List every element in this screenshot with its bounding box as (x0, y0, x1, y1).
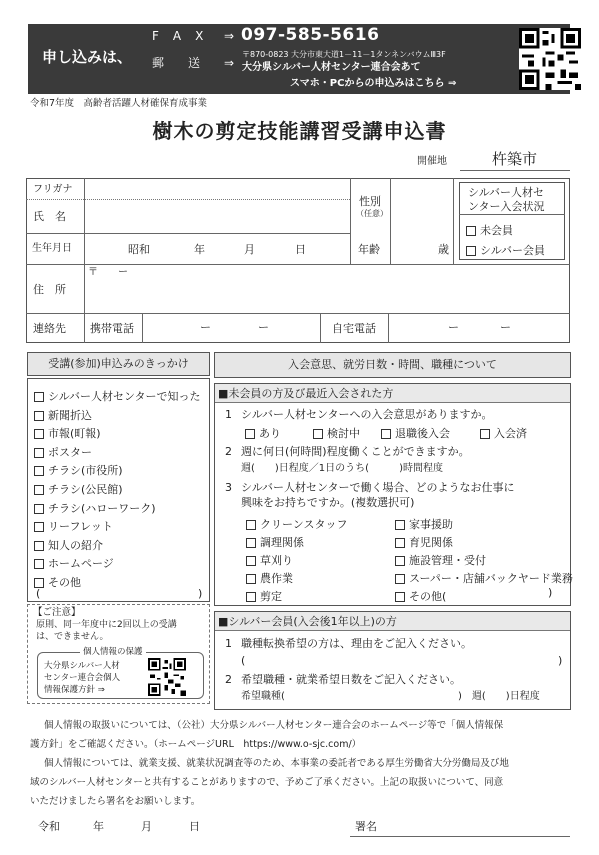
q1-option[interactable]: 入会済 (480, 425, 527, 441)
checkbox[interactable] (246, 538, 256, 548)
status-divider (453, 178, 454, 264)
q2-answer[interactable]: 週( )日程度／1日のうち( )時間程度 (241, 463, 443, 474)
job-option[interactable]: 草刈り (246, 552, 293, 568)
privacy-box-title: 個人情報の保護 (80, 648, 146, 657)
home-dash-2: ー (500, 321, 511, 334)
m1-number: 1 (225, 637, 232, 650)
address-field[interactable] (86, 266, 568, 311)
m2-answer-days[interactable]: ) 週( )日程度 (458, 691, 540, 702)
member-title: ■シルバー会員(入会後1年以上)の方 (218, 615, 397, 628)
q1-number: 1 (225, 408, 232, 421)
privacy-box-line-2: センター連合会個人 (44, 673, 121, 683)
furigana-label: フリガナ (33, 184, 73, 195)
page-title: 樹木の剪定技能講習受講申込書 (152, 119, 447, 143)
birth-day-unit: 日 (295, 243, 306, 256)
privacy-box-line-3: 情報保護方針 ⇒ (44, 685, 105, 695)
date-day-unit: 日 (189, 820, 200, 833)
age-label: 年齢 (358, 243, 380, 256)
privacy-p2-line-1: 個人情報については、就業支援、就業状況調査等のため、本事業の委託者である厚生労働省大分労働局及び地 (44, 758, 509, 769)
name-field[interactable] (86, 201, 348, 231)
trigger-option[interactable]: シルバー人材センターで知った (34, 388, 201, 404)
intent-title: 入会意思、就労日数・時間、職種について (288, 358, 497, 371)
checkbox[interactable] (395, 520, 405, 530)
checkbox[interactable] (381, 429, 391, 439)
m1-reason-field[interactable] (250, 652, 550, 668)
date-year-unit: 年 (93, 820, 104, 833)
checkbox[interactable] (34, 504, 44, 514)
job-option[interactable]: 剪定 (246, 588, 282, 604)
home-dash-1: ー (448, 321, 459, 334)
checkbox[interactable] (34, 559, 44, 569)
m2-text: 希望職種・就業希望日数をご記入ください。 (241, 673, 461, 686)
checkbox[interactable] (34, 485, 44, 495)
qr-code-icon[interactable] (519, 28, 581, 90)
q2-text: 週に何日(何時間)程度働くことができますか。 (241, 445, 470, 458)
checkbox[interactable] (34, 466, 44, 476)
checkbox[interactable] (480, 429, 490, 439)
job-option[interactable]: 育児関係 (395, 534, 453, 550)
checkbox[interactable] (246, 556, 256, 566)
q3-number: 3 (225, 481, 232, 494)
trigger-option[interactable]: 知人の紹介 (34, 537, 103, 553)
trigger-option[interactable]: 新聞折込 (34, 407, 92, 423)
mail-label: 郵 送 (152, 56, 201, 70)
date-month-unit: 月 (141, 820, 152, 833)
job-option[interactable]: クリーンスタッフ (246, 516, 347, 532)
qr-code-icon[interactable] (148, 658, 186, 696)
online-note: スマホ・PCからの申込みはこちら ⇒ (290, 78, 457, 89)
caution-line-1: 原則、同一年度中に2回以上の受講 (36, 620, 177, 630)
m2-job-field[interactable] (296, 690, 454, 704)
label-column-divider (84, 178, 85, 343)
age-divider (350, 233, 351, 264)
address-bottom-line (26, 313, 570, 314)
mail-recipient: 大分県シルバー人材センター連合会あて (242, 62, 421, 73)
m2-answer-label: 希望職種( (241, 691, 285, 702)
fax-number: 097-585-5616 (241, 25, 380, 45)
fax-arrow: ⇒ (224, 29, 235, 43)
venue-label: 開催地 (417, 156, 447, 167)
trigger-option[interactable]: チラシ(市役所) (34, 462, 123, 478)
checkbox[interactable] (245, 429, 255, 439)
checkbox[interactable] (466, 226, 476, 236)
postal-mark: 〒 ー (88, 267, 128, 278)
job-option[interactable]: 調理関係 (246, 534, 304, 550)
home-divider (320, 313, 321, 343)
status-title-line (459, 214, 565, 215)
nonmember-title: ■未会員の方及び最近入会された方 (218, 387, 394, 400)
caution-line-2: は、できません。 (36, 632, 109, 642)
checkbox[interactable] (313, 429, 323, 439)
gender-field[interactable] (392, 180, 451, 232)
job-option[interactable]: 農作業 (246, 570, 293, 586)
gender-label: 性別 (359, 195, 381, 208)
job-option[interactable]: スーパー・店舗バックヤード業務 (395, 570, 573, 586)
status-title: シルバー人材セ (468, 186, 544, 199)
age-divider-2 (390, 233, 391, 264)
checkbox[interactable] (34, 411, 44, 421)
mobile-dash-1: ー (200, 321, 211, 334)
q1-text: シルバー人材センターへの入会意思がありますか。 (241, 408, 493, 421)
m1-text: 職種転換希望の方は、理由をご記入ください。 (241, 637, 472, 650)
postal-address: 〒870-0823 大分市東大道1－11－1タンネンバウムⅢ3F (242, 50, 446, 59)
privacy-p1-line-1: 個人情報の取扱いについては、（公社）大分県シルバー人材センター連合会のホームページ等で「個人情報保 (44, 720, 504, 731)
name-label: 氏 名 (33, 210, 66, 223)
status-title-2: ンター入会状況 (468, 200, 545, 213)
trigger-option[interactable]: 市報(町報) (34, 425, 101, 441)
privacy-p2-line-3: いただけましたら署名をお願いします。 (30, 796, 201, 807)
venue-underline (460, 170, 570, 171)
home-phone-label: 自宅電話 (332, 322, 376, 335)
gender-note: （任意） (356, 209, 388, 218)
age-unit: 歳 (438, 243, 449, 256)
privacy-p2-line-2: 域のシルバー人材センターと共有することがありますので、予めご了承ください。上記の取扱いについて、同意 (30, 777, 504, 788)
birth-era: 昭和 (128, 243, 150, 256)
home-label-divider (388, 313, 389, 343)
checkbox[interactable] (34, 392, 44, 402)
q1-option[interactable]: 検討中 (313, 425, 360, 441)
trigger-option[interactable]: その他 (34, 574, 81, 590)
trigger-option[interactable]: チラシ(ハローワーク) (34, 500, 156, 516)
mobile-dash-2: ー (258, 321, 269, 334)
age-field[interactable] (392, 235, 436, 262)
birth-month-unit: 月 (244, 243, 255, 256)
trigger-other-field[interactable] (44, 585, 194, 601)
q1-option[interactable]: 退職後入会 (381, 425, 450, 441)
m1-paren-close: ) (558, 654, 563, 667)
trigger-option[interactable]: チラシ(公民館) (34, 481, 123, 497)
status-option-nonmember[interactable]: 未会員 (466, 222, 513, 238)
job-option[interactable]: その他( (395, 588, 446, 604)
trigger-option[interactable]: ホームページ (34, 555, 114, 571)
mail-arrow: ⇒ (224, 56, 235, 70)
trigger-option[interactable]: リーフレット (34, 518, 113, 534)
birth-year-unit: 年 (194, 243, 205, 256)
address-label: 住 所 (33, 283, 66, 296)
checkbox[interactable] (246, 520, 256, 530)
checkbox[interactable] (246, 592, 256, 602)
home-phone-field[interactable] (390, 315, 568, 341)
privacy-box-line-1: 大分県シルバー人材 (44, 661, 120, 671)
furigana-line (26, 199, 350, 200)
caution-title: 【ご注意】 (33, 607, 81, 618)
m1-paren-open: ( (241, 654, 246, 667)
checkbox[interactable] (395, 556, 405, 566)
mobile-label: 携帯電話 (90, 322, 134, 335)
program-note: 令和7年度 高齢者活躍人材確保育成事業 (30, 98, 208, 109)
checkbox[interactable] (466, 246, 476, 256)
status-option-member[interactable]: シルバー会員 (466, 242, 545, 258)
privacy-p1-line-2: 護方針」をご確認ください。（ホームページURL https://www.o-sjc.com/） (30, 739, 362, 750)
header-banner (28, 24, 570, 94)
apply-label: 申し込みは、 (42, 48, 133, 66)
checkbox[interactable] (34, 522, 44, 532)
signature-field[interactable] (385, 815, 570, 835)
venue-value: 杵築市 (492, 150, 538, 168)
trigger-option[interactable]: ポスター (34, 444, 92, 460)
name-bottom-line (26, 233, 350, 234)
q1-option[interactable]: あり (245, 425, 281, 441)
q3-text-line-2: 興味をお持ちですか。(複数選択可) (241, 496, 415, 509)
trigger-other-paren-close: ) (198, 587, 203, 600)
m2-number: 2 (225, 673, 232, 686)
mobile-phone-field[interactable] (144, 315, 318, 341)
checkbox[interactable] (34, 429, 44, 439)
checkbox[interactable] (395, 538, 405, 548)
signature-line (350, 836, 570, 837)
q3-text-line-1: シルバー人材センターで働く場合、どのようなお仕事に (241, 481, 515, 494)
birth-bottom-line (26, 264, 570, 265)
trigger-title: 受講(参加)申込みのきっかけ (48, 357, 189, 370)
checkbox[interactable] (395, 574, 405, 584)
date-era: 令和 (38, 820, 60, 833)
mobile-label-divider (142, 313, 143, 343)
contact-label: 連絡先 (33, 322, 66, 335)
furigana-field[interactable] (86, 180, 348, 198)
q2-number: 2 (225, 445, 232, 458)
signature-label: 署名 (355, 820, 377, 833)
checkbox[interactable] (34, 541, 44, 551)
checkbox[interactable] (246, 574, 256, 584)
job-option[interactable]: 家事援助 (395, 516, 453, 532)
checkbox[interactable] (34, 448, 44, 458)
fax-label: F A X (152, 29, 205, 43)
jobs-other-paren-close: ) (548, 586, 553, 599)
job-option[interactable]: 施設管理・受付 (395, 552, 486, 568)
checkbox[interactable] (395, 592, 405, 602)
birth-label: 生年月日 (32, 243, 72, 254)
trigger-other-paren-open: ( (36, 587, 41, 600)
jobs-other-field[interactable] (466, 586, 544, 600)
